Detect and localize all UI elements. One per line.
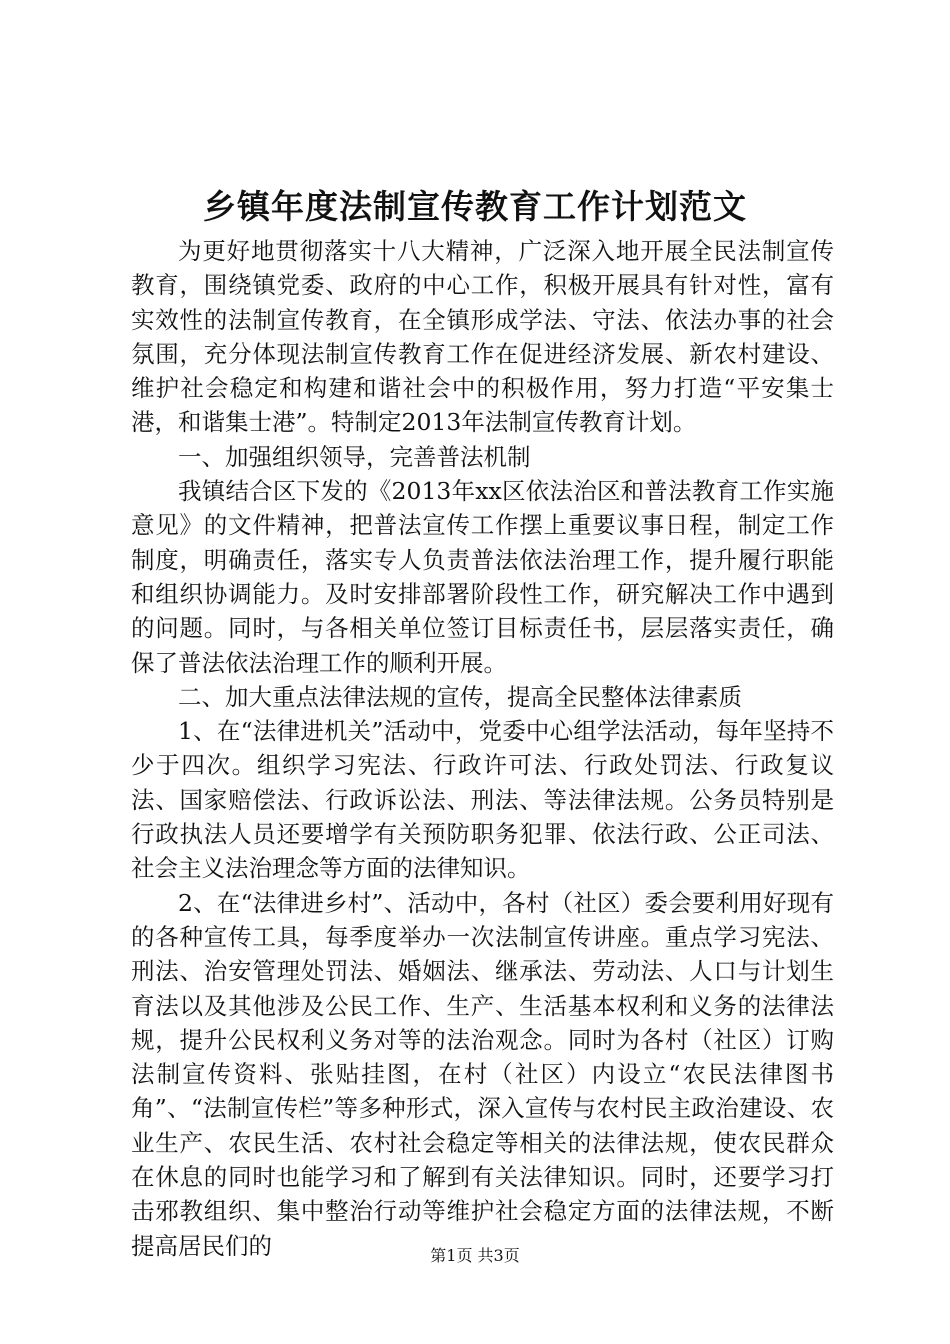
document-body	[131, 234, 834, 1263]
paragraph-item-1: 1、在“法律进机关”活动中，党委中心组学法活动，每年坚持不少于四次。组织学习宪法、行政许可法、行政处罚法、行政复议法、国家赔偿法、行政诉讼法、刑法、等法律法规。公务员特别是行政执法人员还要增学有关预防职务犯罪、依法行政、公正司法、社会主义法治理念等方面的法律知识。	[131, 717, 834, 883]
paragraph-intro: 为更好地贯彻落实十八大精神，广泛深入地开展全民法制宣传教育，围绕镇党委、政府的中心工作，积极开展具有针对性，富有实效性的法制宣传教育，在全镇形成学法、守法、依法办事的社会氛围，充分体现法制宣传教育工作在促进经济发展、新农村建设、维护社会稳定和构建和谐社会中的积极作用，努力打造“平安集士港，和谐集士港”。特制定2013年法制宣传教育计划。	[131, 237, 834, 437]
section-heading-1: 一、加强组织领导，完善普法机制	[178, 442, 531, 471]
paragraph-section-1: 我镇结合区下发的《2013年xx区依法治区和普法教育工作实施意见》的文件精神，把普法宣传工作摆上重要议事日程，制定工作制度，明确责任，落实专人负责普法依法治理工作，提升履行职能和组织协调能力。及时安排部署阶段性工作，研究解决工作中遇到的问题。同时，与各相关单位签订目标责任书，层层落实责任，确保了普法依法治理工作的顺利开展。	[131, 477, 834, 677]
section-heading-2: 二、加大重点法律法规的宣传，提高全民整体法律素质	[178, 682, 742, 711]
document-title: 乡镇年度法制宣传教育工作计划范文	[203, 187, 747, 226]
page-footer: 第1页 共3页	[430, 1246, 520, 1265]
paragraph-item-2: 2、在“法律进乡村”、活动中，各村（社区）委会要利用好现有的各种宣传工具，每季度举办一次法制宣传讲座。重点学习宪法、刑法、治安管理处罚法、婚姻法、继承法、劳动法、人口与计划生育法以及其他涉及公民工作、生产、生活基本权利和义务的法律法规，提升公民权利义务对等的法治观念。同时为各村（社区）订购法制宣传资料、张贴挂图，在村（社区）内设立“农民法律图书角”、“法制宣传栏”等多种形式，深入宣传与农村民主政治建设、农业生产、农民生活、农村社会稳定等相关的法律法规，使农民群众在休息的同时也能学习和了解到有关法律知识。同时，还要学习打击邪教组织、集中整治行动等维护社会稳定方面的法律法规，不断提高居民们的	[131, 888, 834, 1260]
